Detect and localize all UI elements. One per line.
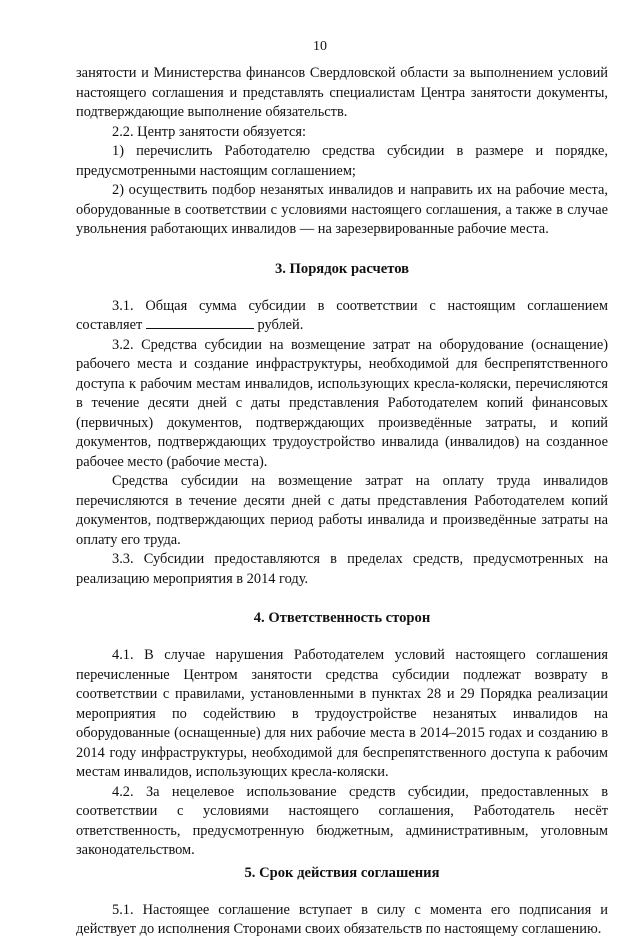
clause-4-1: 4.1. В случае нарушения Работодателем условий настоящего соглашения перечисленные Центром занятости средства субсидии подлежат возврату в соответствии с правилами, установленными в пунктах 28 и 29 Порядка реализации мероприятия по содействию в трудоустройстве незанятых инвалидов на оборудованные (оснащенные) для них рабочие места в 2014–2015 годах и созданию в 2014 году инфраструктуры, необходимой для беспрепятственного доступа к рабочим местам инвалидов, использующих кресла-коляски. — [76, 647, 608, 780]
clause-4-2: 4.2. За нецелевое использование средств субсидии, предоставленных в соответствии с условиями настоящего соглашения, Работодатель несёт ответственность, предусмотренную бюджетным, административным, уголовным законодательством. — [76, 783, 608, 858]
section-5-heading: 5. Срок действия соглашения — [244, 864, 440, 881]
document-body — [76, 64, 608, 940]
clause-3-2: 3.2. Средства субсидии на возмещение затрат на оборудование (оснащение) рабочего места и создание инфраструктуры, необходимой для беспрепятственного доступа к рабочим местам инвалидов, использующих кресла-коляски, перечисляются в течение десяти дней с даты представления Работодателем копий финансовых (первичных) документов, подтверждающих произведённые затраты, и копий документов, подтверждающих трудоустройство инвалида (инвалидов) на созданное рабочее место (рабочие места). — [76, 336, 608, 470]
page-number: 10 — [313, 39, 327, 54]
clause-2-2-2: 2) осуществить подбор незанятых инвалидов и направить их на рабочие места, оборудованные в соответствии с условиями настоящего соглашения, а также в случае увольнения работающих инвалидов — на зарезервированные рабочие места. — [76, 182, 608, 237]
clause-2-2-1: 1) перечислить Работодателю средства субсидии в размере и порядке, предусмотренными настоящим соглашением; — [76, 143, 608, 179]
clause-3-1 — [76, 297, 608, 336]
clause-5-1: 5.1. Настоящее соглашение вступает в силу с момента его подписания и действует до исполнения Сторонами своих обязательств по настоящему соглашению. — [76, 901, 608, 937]
section-3-heading: 3. Порядок расчетов — [274, 260, 410, 277]
continuation-paragraph: занятости и Министерства финансов Свердловской области за выполнением условий настоящего соглашения и представлять специалистам Центра занятости документы, подтверждающие выполнение обязательств. — [76, 65, 608, 120]
clause-3-1-text: 3.1. Общая сумма субсидии в соответствии с настоящим соглашением составляет — [76, 297, 608, 333]
clause-2-2: 2.2. Центр занятости обязуется: — [112, 123, 306, 140]
clause-3-2-continued: Средства субсидии на возмещение затрат на оплату труда инвалидов перечисляются в течение десяти дней с даты представления Работодателем копий документов, подтверждающих период работы инвалида и произведённые затраты на оплату его труда. — [76, 473, 608, 548]
amount-blank-line — [146, 316, 254, 329]
clause-3-3: 3.3. Субсидии предоставляются в пределах средств, предусмотренных на реализацию мероприятия в 2014 году. — [76, 551, 608, 587]
clause-3-1-unit: рублей. — [253, 317, 304, 333]
section-4-heading: 4. Ответственность сторон — [253, 610, 431, 626]
